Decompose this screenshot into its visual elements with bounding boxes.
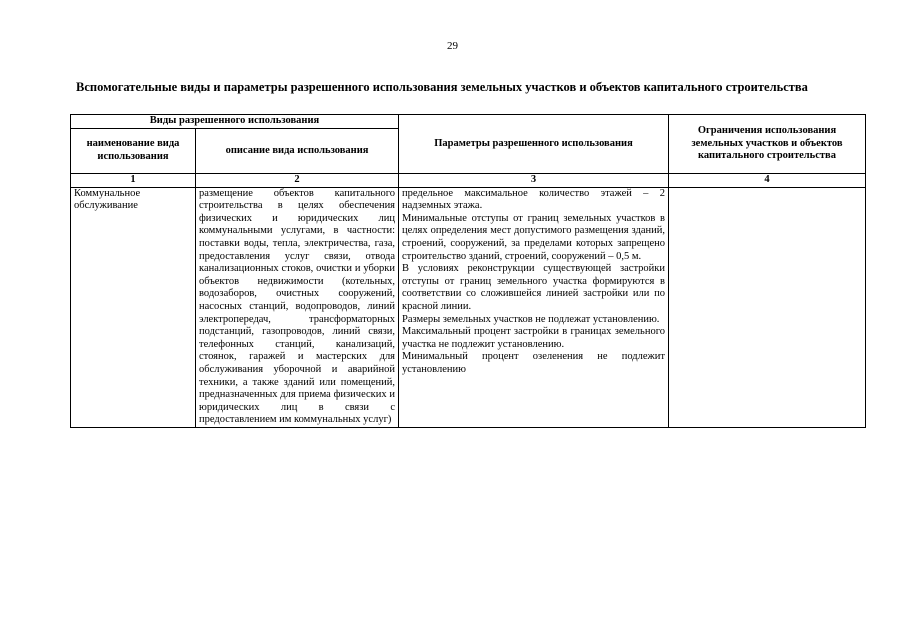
use-limitations-cell [669,187,866,427]
permitted-use-table [70,114,866,428]
column-number-1: 1 [71,174,196,188]
column-number-4: 4 [669,174,866,188]
document-title: Вспомогательные виды и параметры разрешенного использования земельных участков и объектов капитального строительства [76,80,808,94]
parameter-paragraph-setbacks: Минимальные отступы от границ земельных участков в целях определения мест допустимого размещения зданий, строений, сооружений, за пределами которых запрещено строительство зданий, строений, сооружений – 0,5 м. [402,212,666,262]
header-parameters: Параметры разрешенного использования [399,115,669,174]
parameter-paragraph-landscaping: Минимальный процент озеленения не подлежит установлению [402,351,666,375]
table-row [71,187,866,427]
parameter-paragraph-plot-size: Размеры земельных участков не подлежат установлению. [402,313,660,325]
column-numbers-row [71,174,866,188]
header-use-name: наименование вида использования [71,128,196,173]
parameter-paragraph-reconstruction: В условиях реконструкции существующей застройки отступы от границ земельного участка формируются в соответствии со сложившейся линией застройки или по красной линии. [402,263,666,312]
parameter-paragraph-floors: предельное максимальное количество этажей – 2 надземных этажа. [402,187,666,212]
header-group-permitted-uses: Виды разрешенного использования [71,115,399,129]
table-header-row-1 [71,115,866,129]
header-use-description: описание вида использования [196,128,399,173]
use-description-cell: размещение объектов капитального строительства в целях обеспечения физических и юридических лиц коммунальными услугами, в частности: поставки воды, тепла, электричества, газа, предоставления услуг связи, отвода канализационных стоков, очистки и уборки объектов недвижимости (котельных, водозаборов, очистных сооружений, насосных станций, водопроводов, линий электропередач, трансформаторных подстанций, газопроводов, линий связи, телефонных станций, канализаций, стоянок, гаражей и мастерских для обслуживания уборочной и аварийной техники, а также зданий или помещений, предназначенных для приема физических и юридических лиц в связи с предоставлением им коммунальных услуг) [196,187,399,427]
use-name-cell: Коммунальное обслуживание [71,187,196,427]
use-parameters-cell [399,187,669,427]
column-number-3: 3 [399,174,669,188]
column-number-2: 2 [196,174,399,188]
header-limitations: Ограничения использования земельных участков и объектов капитального строительства [669,115,866,174]
parameter-paragraph-building-coverage: Максимальный процент застройки в границах земельного участка не подлежит установлению. [402,326,666,350]
page-number: 29 [447,40,458,52]
